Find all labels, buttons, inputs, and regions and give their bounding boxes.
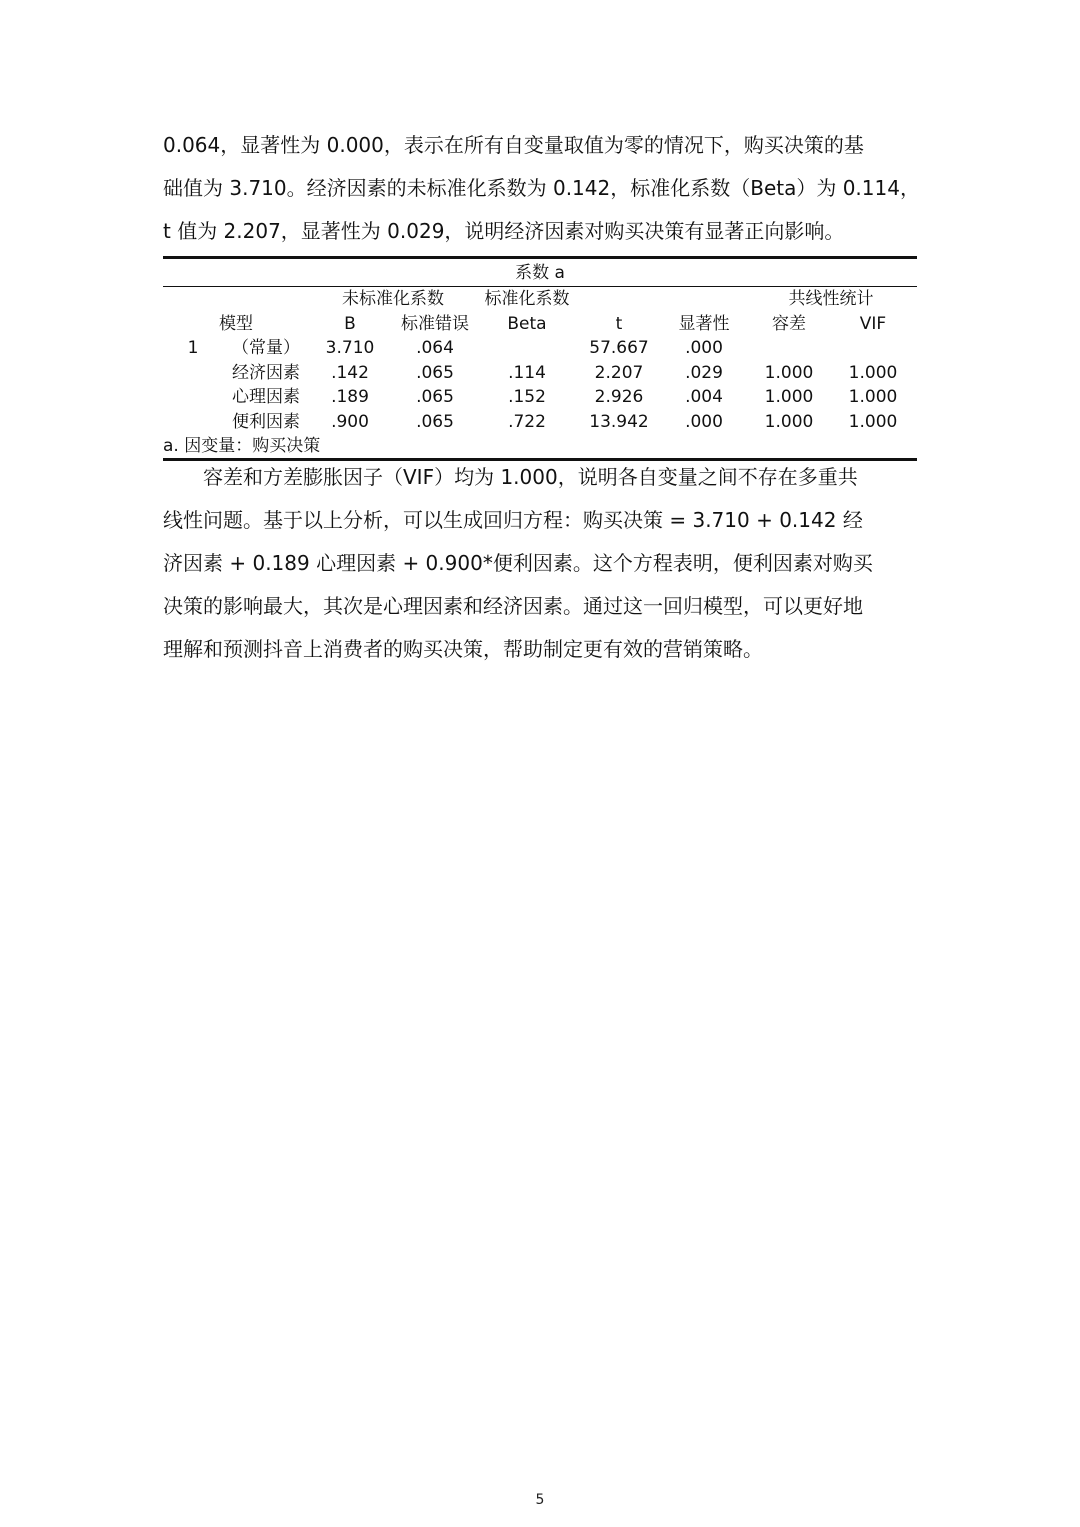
table-cell-beta: .152 [508,387,546,407]
header-model: 模型 [219,314,253,334]
page-number: 5 [535,1492,545,1508]
paragraph-bottom [163,456,919,671]
table-cell-t: 2.207 [594,363,644,383]
table-cell-b: 3.710 [325,338,375,358]
paragraph-line: 线性问题。基于以上分析，可以生成回归方程：购买决策 = 3.710 + 0.142 经 [163,508,863,532]
header-group-unstandardized: 未标准化系数 [342,289,444,309]
table-cell-sig: .029 [685,363,723,383]
table-cell-variable: 心理因素 [232,387,300,407]
paragraph-line: t 值为 2.207，显著性为 0.029，说明经济因素对购买决策有显著正向影响。 [163,219,845,243]
table-cell-sig: .004 [685,387,723,407]
header-beta: Beta [507,314,547,334]
table-cell-beta: .722 [508,412,546,432]
header-tolerance: 容差 [772,314,806,334]
header-standard-error: 标准错误 [401,314,469,334]
paragraph-line: 决策的影响最大，其次是心理因素和经济因素。通过这一回归模型，可以更好地 [163,594,863,618]
table-cell-se: .065 [416,363,454,383]
coefficients-table [163,256,917,462]
table-cell-t: 13.942 [589,412,649,432]
table-cell-tolerance: 1.000 [764,387,814,407]
table-cell-se: .065 [416,387,454,407]
header-vif: VIF [859,314,887,334]
table-top-rule [163,256,917,259]
table-title: 系数 a [515,263,565,283]
paragraph-line: 济因素 + 0.189 心理因素 + 0.900*便利因素。这个方程表明，便利因素对购买 [163,551,873,575]
table-cell-b: .900 [331,412,369,432]
table-footnote: a. 因变量：购买决策 [163,436,321,456]
header-t: t [615,314,623,334]
header-group-collinearity: 共线性统计 [788,289,874,309]
table-cell-b: .142 [331,363,369,383]
table-cell-se: .064 [416,338,454,358]
paragraph-line: 理解和预测抖音上消费者的购买决策，帮助制定更有效的营销策略。 [163,637,763,661]
table-cell-beta: .114 [508,363,546,383]
paragraph-line: 0.064，显著性为 0.000，表示在所有自变量取值为零的情况下，购买决策的基 [163,133,864,157]
table-cell-vif: 1.000 [848,412,898,432]
header-significance: 显著性 [678,314,730,334]
table-cell-tolerance: 1.000 [764,412,814,432]
table-cell-b: .189 [331,387,369,407]
header-group-standardized: 标准化系数 [484,289,570,309]
table-cell-t: 2.926 [594,387,644,407]
table-cell-vif: 1.000 [848,363,898,383]
table-cell-sig: .000 [685,338,723,358]
table-cell-tolerance: 1.000 [764,363,814,383]
header-b: B [344,314,356,334]
table-cell-t: 57.667 [589,338,649,358]
paragraph-line: 础值为 3.710。经济因素的未标准化系数为 0.142，标准化系数（Beta）为 0.114， [163,176,920,200]
table-cell-variable: （常量） [232,338,300,358]
table-cell-sig: .000 [685,412,723,432]
paragraph-top [163,124,919,253]
table-cell-vif: 1.000 [848,387,898,407]
paragraph-line: 容差和方差膨胀因子（VIF）均为 1.000，说明各自变量之间不存在多重共 [163,465,858,489]
table-cell-variable: 经济因素 [232,363,300,383]
table-cell-se: .065 [416,412,454,432]
table-cell-model-number: 1 [187,338,199,358]
table-cell-variable: 便利因素 [232,412,300,432]
